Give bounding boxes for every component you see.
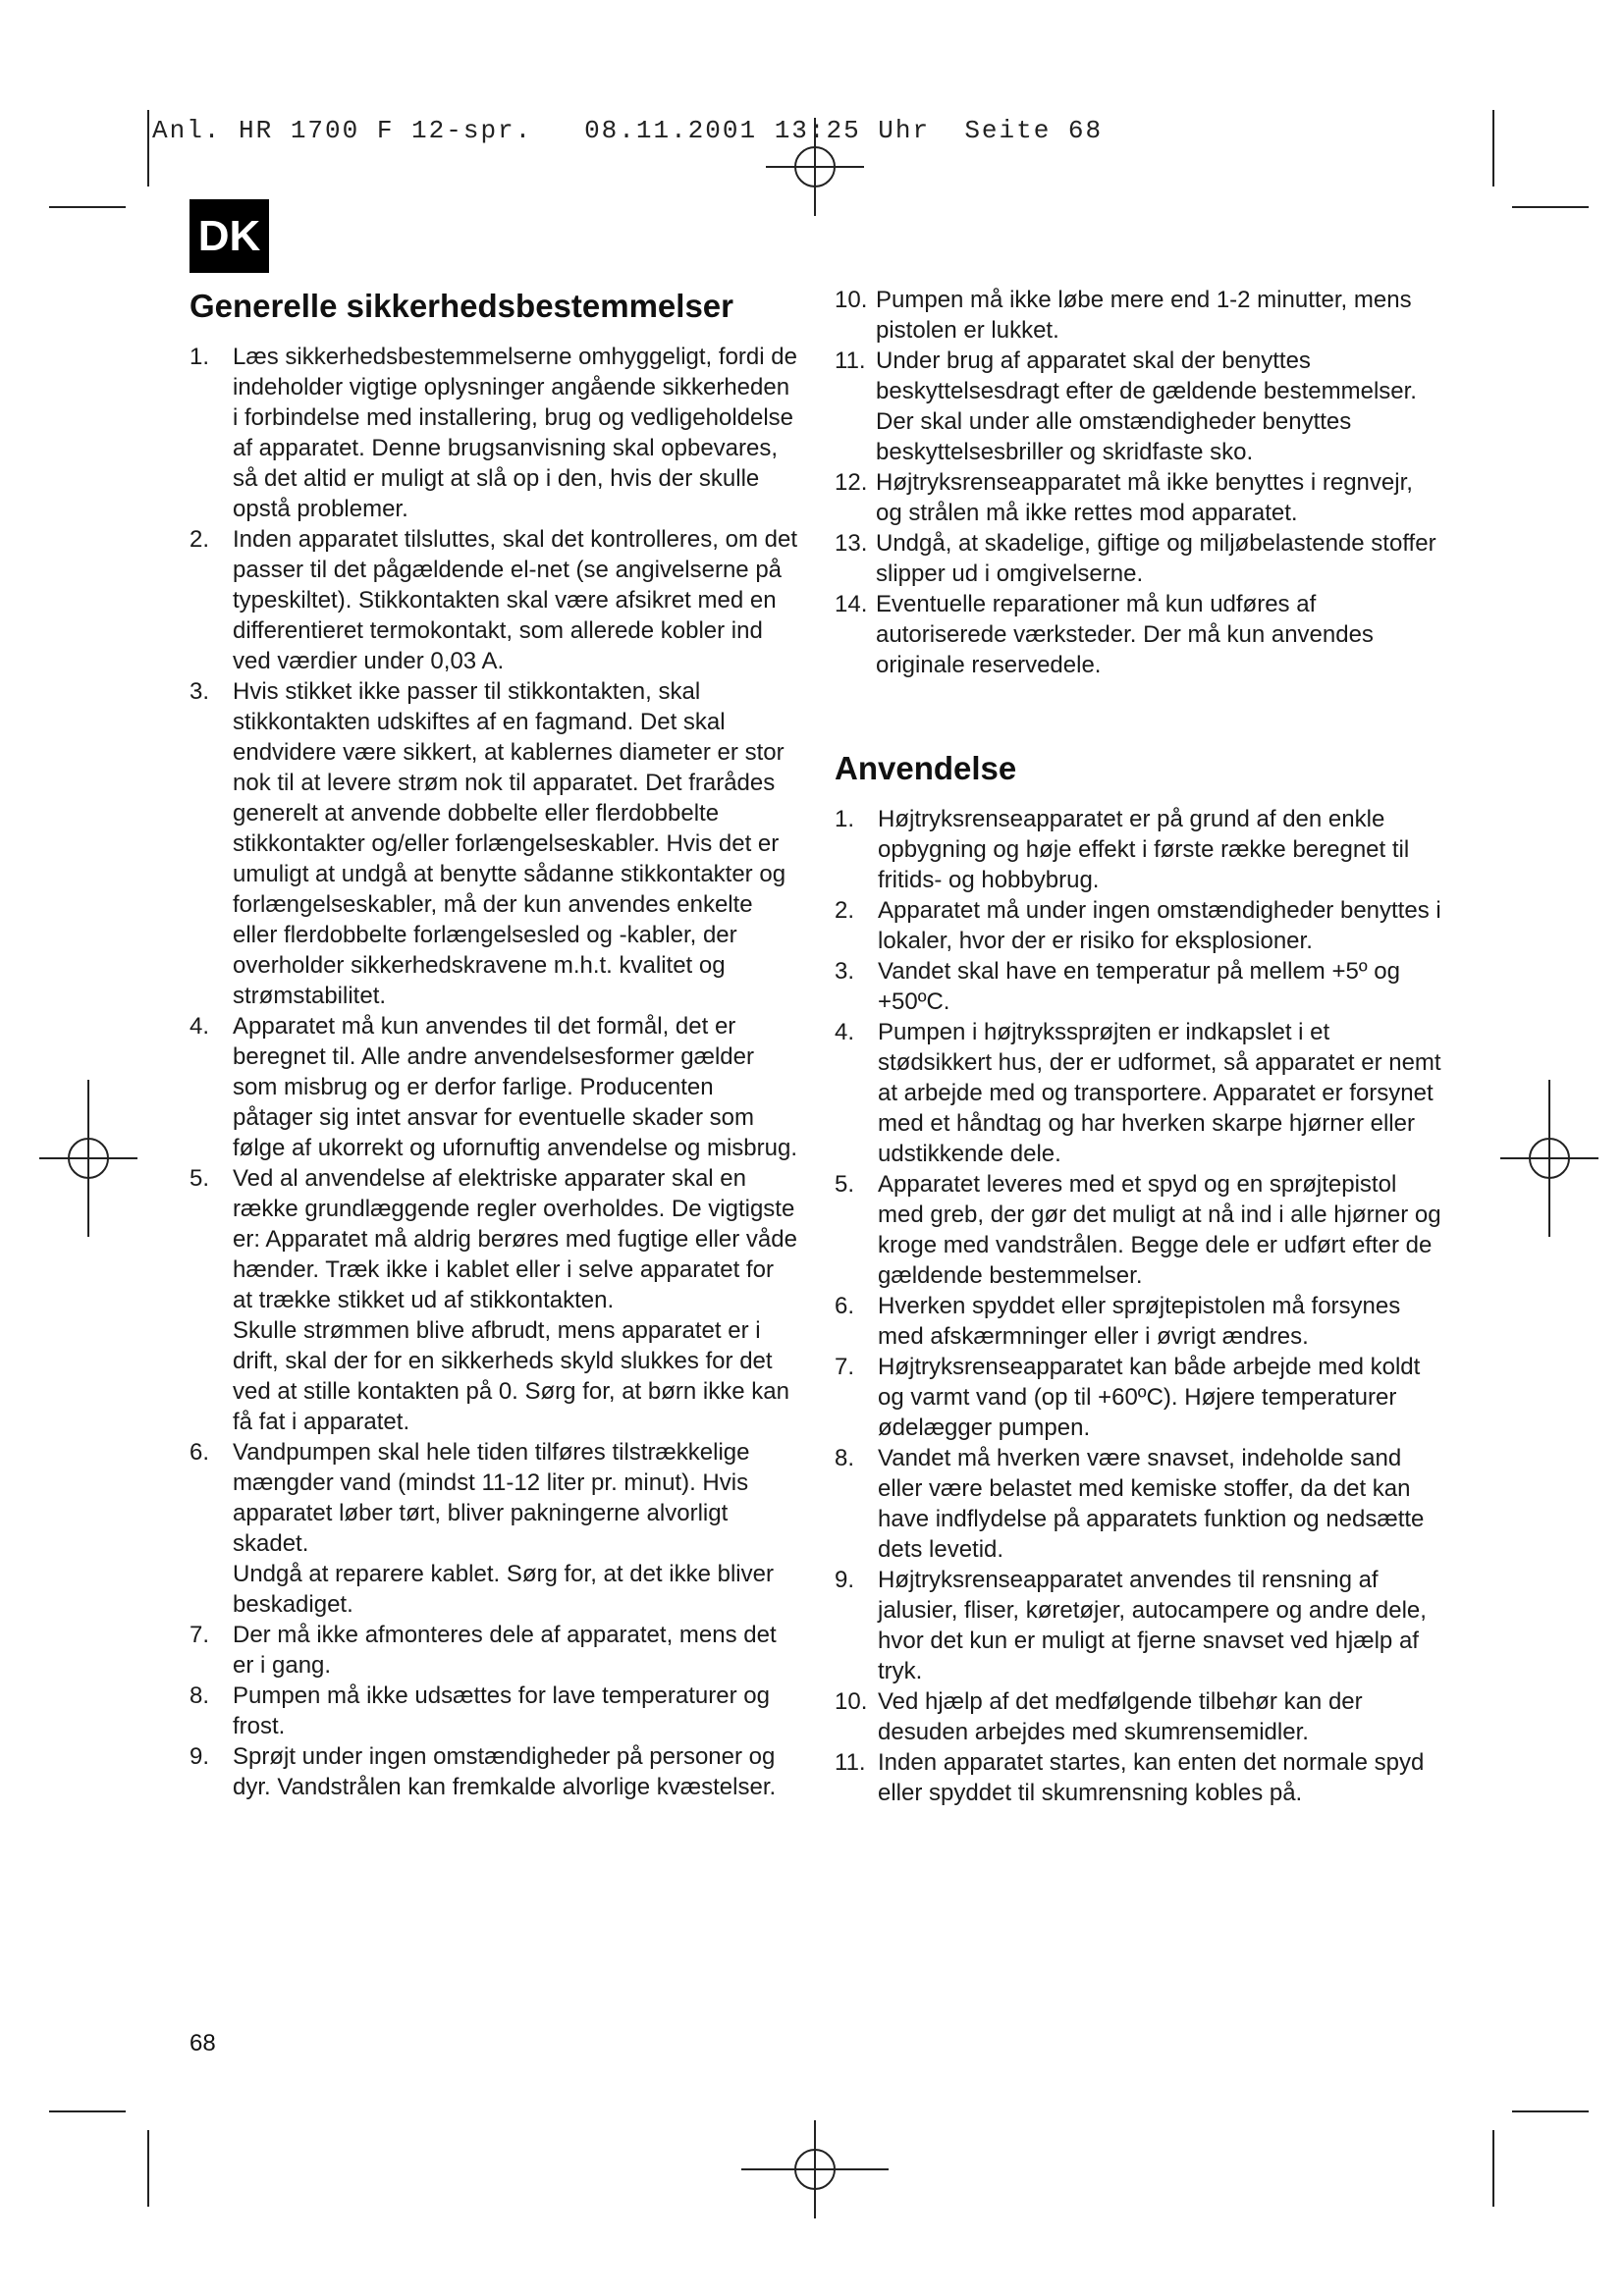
list-item-text: Læs sikkerhedsbestemmelserne omhyggeligt, fordi de indeholder vigtige oplysninger angående sikkerheden i forbindelse med installering, brug og vedligeholdelse af apparatet. Denne brugsanvisning skal opbevares, så det altid er muligt at slå op i den, hvis der skulle opstå problemer.	[233, 344, 797, 522]
list-item-number: 3.	[835, 958, 855, 985]
list-item-text: Højtryksrenseapparatet må ikke benyttes i regnvejr, og strålen må ikke rettes mod apparatet.	[876, 469, 1413, 526]
list-item-number: 13.	[835, 530, 868, 557]
list-item-number: 5.	[189, 1165, 210, 1192]
list-item	[835, 895, 1443, 956]
list-item-number: 6.	[189, 1439, 210, 1466]
list-item	[189, 1163, 798, 1437]
list-item-text: Apparatet må under ingen omstændigheder benyttes i lokaler, hvor der er risiko for eksplosioner.	[878, 897, 1441, 954]
crop-mark-top-right-horizontal	[1512, 206, 1589, 208]
crop-mark-bottom-right-vertical	[1492, 2130, 1494, 2207]
list-item	[189, 1011, 798, 1163]
list-item	[835, 1443, 1443, 1565]
list-item	[189, 676, 798, 1011]
list-item-text: Højtryksrenseapparatet anvendes til rensning af jalusier, fliser, køretøjer, autocampere og andre dele, hvor det kun er muligt at fjerne snavset ved hjælp af tryk.	[878, 1567, 1427, 1684]
list-item	[835, 1747, 1443, 1808]
usage-list	[835, 804, 1443, 1808]
list-item-number: 11.	[835, 347, 866, 374]
list-item-text: Hvis stikket ikke passer til stikkontakten, skal stikkontakten udskiftes af en fagmand. Det skal endvidere være sikkert, at kablernes diameter er stor nok til at levere strøm nok til apparatet. Det frarådes generelt at anvende dobbelte eller flerdobbelte stikkontakter og/eller forlængelseskabler. Hvis det er umuligt at undgå at benytte sådanne stikkontakter og forlængelseskabler, må der kun anvendes enkelte eller flerdobbelte forlængelsesled og -kabler, der overholder sikkerhedskravene m.h.t. kvalitet og strømstabilitet.	[233, 678, 786, 1009]
page-number: 68	[189, 2030, 216, 2056]
list-item-number: 10.	[835, 287, 868, 313]
registration-mark-bottom-icon	[741, 2120, 889, 2218]
list-item-number: 3.	[189, 678, 210, 705]
list-item-number: 5.	[835, 1171, 855, 1198]
list-item-number: 4.	[835, 1019, 855, 1045]
crop-mark-top-left-horizontal	[49, 206, 126, 208]
section-title-safety: Generelle sikkerhedsbestemmelser	[189, 288, 733, 324]
list-item	[835, 528, 1443, 589]
list-item	[189, 1437, 798, 1620]
list-item-text: Skulle strømmen blive afbrudt, mens apparatet er i drift, skal der for en sikkerheds skyld slukkes for det ved at stille kontakten på 0. Sørg for, at børn ikke kan få fat i apparatet.	[233, 1317, 789, 1435]
list-item	[835, 346, 1443, 467]
crop-mark-top-left-vertical	[147, 110, 149, 187]
safety-list	[189, 342, 798, 1802]
left-column	[189, 285, 798, 1802]
list-item	[835, 1291, 1443, 1352]
list-item-text: Apparatet leveres med et spyd og en sprøjtepistol med greb, der gør det muligt at nå ind i alle hjørner og kroge med vandstrålen. Begge dele er udført efter de gældende bestemmelser.	[878, 1171, 1441, 1289]
registration-mark-left-icon	[39, 1080, 137, 1237]
list-item-text: Pumpen må ikke løbe mere end 1-2 minutter, mens pistolen er lukket.	[876, 287, 1412, 344]
list-item-number: 14.	[835, 591, 868, 617]
list-item-number: 11.	[835, 1749, 866, 1776]
list-item	[189, 524, 798, 676]
list-item-number: 9.	[835, 1567, 855, 1593]
list-item	[835, 589, 1443, 680]
list-item-number: 1.	[835, 806, 855, 832]
list-item	[189, 1741, 798, 1802]
list-item-number: 1.	[189, 344, 210, 370]
list-item	[835, 285, 1443, 346]
list-item	[189, 342, 798, 524]
list-item-text: Sprøjt under ingen omstændigheder på personer og dyr. Vandstrålen kan fremkalde alvorlige kvæstelser.	[233, 1743, 777, 1800]
list-item-number: 6.	[835, 1293, 855, 1319]
registration-mark-top-icon	[756, 118, 874, 216]
list-item	[189, 1620, 798, 1681]
list-item-text: Højtryksrenseapparatet kan både arbejde med koldt og varmt vand (op til +60ºC). Højere temperaturer ødelægger pumpen.	[878, 1354, 1421, 1441]
list-item	[835, 467, 1443, 528]
list-item-text: Pumpen i højtrykssprøjten er indkapslet i et stødsikkert hus, der er udformet, så apparatet er nemt at arbejde med og transportere. Apparatet er forsynet med et håndtag og har hverken skarpe hjørner eller udstikkende dele.	[878, 1019, 1441, 1167]
right-column	[835, 285, 1443, 1808]
list-item-text: Inden apparatet tilsluttes, skal det kontrolleres, om det passer til det pågældende el-net (se angivelserne på typeskiltet). Stikkontakten skal være afsikret med en differentieret termokontakt, som allerede kobler ind ved værdier under 0,03 A.	[233, 526, 797, 674]
list-item-number: 12.	[835, 469, 868, 496]
list-item-number: 9.	[189, 1743, 210, 1770]
list-item-number: 2.	[835, 897, 855, 924]
list-item-text: Ved al anvendelse af elektriske apparater skal en række grundlæggende regler overholdes. De vigtigste er: Apparatet må aldrig berøres med fugtige eller våde hænder. Træk ikke i kablet eller i selve apparatet for at trække stikket ud af stikkontakten.	[233, 1165, 797, 1313]
language-badge: DK	[189, 199, 269, 273]
list-item-number: 10.	[835, 1688, 868, 1715]
print-header: Anl. HR 1700 F 12-spr. 08.11.2001 13:25 Uhr Seite 68	[152, 116, 1104, 145]
list-item	[835, 1017, 1443, 1169]
list-item-number: 2.	[189, 526, 210, 553]
crop-mark-top-right-vertical	[1492, 110, 1494, 187]
list-item-text: Under brug af apparatet skal der benyttes beskyttelsesdragt efter de gældende bestemmelser. Der skal under alle omstændigheder benyttes beskyttelsesbriller og skridfaste sko.	[876, 347, 1417, 465]
list-item-number: 7.	[835, 1354, 855, 1380]
list-item	[189, 1681, 798, 1741]
list-item-text: Undgå, at skadelige, giftige og miljøbelastende stoffer slipper ud i omgivelserne.	[876, 530, 1436, 587]
list-item	[835, 1352, 1443, 1443]
safety-list-continued	[835, 285, 1443, 680]
crop-mark-bottom-left-horizontal	[49, 2110, 126, 2112]
list-item-text: Inden apparatet startes, kan enten det normale spyd eller spyddet til skumrensning kobles på.	[878, 1749, 1425, 1806]
list-item	[835, 956, 1443, 1017]
list-item-number: 7.	[189, 1622, 210, 1648]
list-item-text: Pumpen må ikke udsættes for lave temperaturer og frost.	[233, 1682, 770, 1739]
list-item-text: Apparatet må kun anvendes til det formål, det er beregnet til. Alle andre anvendelsesformer gælder som misbrug og er derfor farlige. Producenten påtager sig intet ansvar for eventuelle skader som følge af ukorrekt og ufornuftig anvendelse og misbrug.	[233, 1013, 797, 1161]
list-item-text: Højtryksrenseapparatet er på grund af den enkle opbygning og høje effekt i første række beregnet til fritids- og hobbybrug.	[878, 806, 1410, 893]
list-item	[835, 1686, 1443, 1747]
list-item-number: 4.	[189, 1013, 210, 1040]
list-item-text: Vandet skal have en temperatur på mellem +5º og +50ºC.	[878, 958, 1400, 1015]
list-item-number: 8.	[835, 1445, 855, 1471]
list-item-text: Ved hjælp af det medfølgende tilbehør kan der desuden arbejdes med skumrensemidler.	[878, 1688, 1363, 1745]
list-item-number: 8.	[189, 1682, 210, 1709]
crop-mark-bottom-right-horizontal	[1512, 2110, 1589, 2112]
list-item-text: Vandpumpen skal hele tiden tilføres tilstrækkelige mængder vand (mindst 11-12 liter pr. minut). Hvis apparatet løber tørt, bliver pakningerne alvorligt skadet.	[233, 1439, 750, 1557]
list-item-text: Der må ikke afmonteres dele af apparatet, mens det er i gang.	[233, 1622, 777, 1679]
crop-mark-bottom-left-vertical	[147, 2130, 149, 2207]
list-item-text: Undgå at reparere kablet. Sørg for, at det ikke bliver beskadiget.	[233, 1561, 774, 1618]
registration-mark-right-icon	[1500, 1080, 1598, 1237]
list-item	[835, 1565, 1443, 1686]
list-item	[835, 1169, 1443, 1291]
list-item-text: Vandet må hverken være snavset, indeholde sand eller være belastet med kemiske stoffer, da det kan have indflydelse på apparatets funktion og nedsætte dets levetid.	[878, 1445, 1425, 1563]
list-item-text: Hverken spyddet eller sprøjtepistolen må forsynes med afskærmninger eller i øvrigt ændres.	[878, 1293, 1401, 1350]
list-item	[835, 804, 1443, 895]
section-title-usage: Anvendelse	[835, 750, 1017, 786]
list-item-text: Eventuelle reparationer må kun udføres af autoriserede værksteder. Der må kun anvendes originale reservedele.	[876, 591, 1374, 678]
